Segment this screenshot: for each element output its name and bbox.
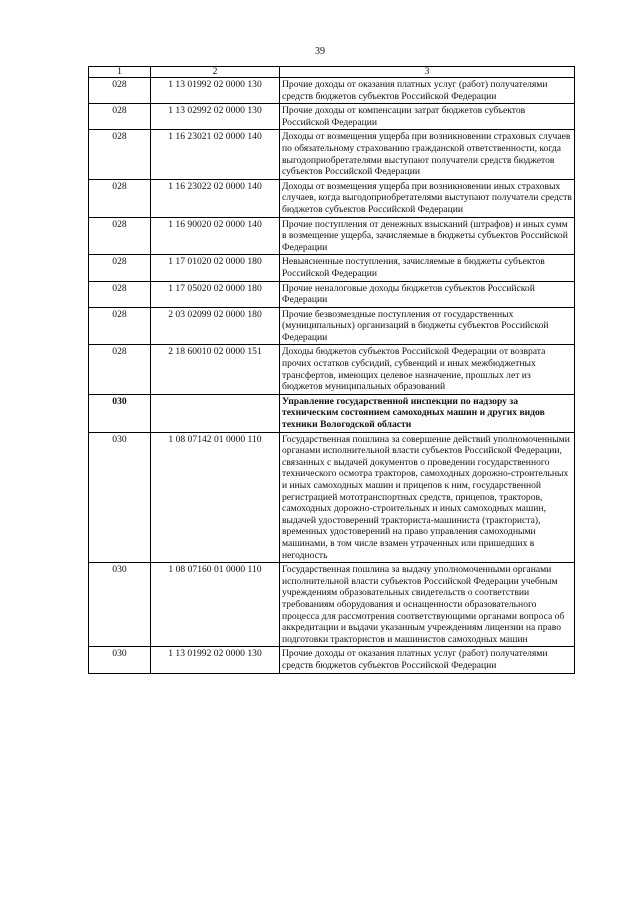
description-cell: Прочие неналоговые доходы бюджетов субъектов Российской Федерации: [280, 281, 575, 307]
table-row: [89, 432, 575, 563]
section-header-row: [89, 394, 575, 432]
table-row: [89, 345, 575, 394]
table-row: [89, 307, 575, 345]
description-cell: Прочие доходы от компенсации затрат бюджетов субъектов Российской Федерации: [280, 104, 575, 130]
admin-code-cell: 028: [89, 345, 151, 394]
description-cell: Прочие доходы от оказания платных услуг (работ) получателями средств бюджетов субъектов Российской Федерации: [280, 647, 575, 673]
revenue-code-cell: 1 16 23022 02 0000 140: [151, 179, 280, 217]
revenue-code-cell: 1 08 07160 01 0000 110: [151, 563, 280, 647]
revenue-codes-table: [88, 66, 575, 674]
admin-code-cell: 028: [89, 217, 151, 255]
table-row: [89, 78, 575, 104]
revenue-code-cell: 1 13 01992 02 0000 130: [151, 647, 280, 673]
admin-code-cell: 030: [89, 647, 151, 673]
table-row: [89, 563, 575, 647]
table-row: [89, 104, 575, 130]
header-col-1: 1: [89, 67, 151, 78]
admin-code-cell: 028: [89, 104, 151, 130]
description-cell: Прочие поступления от денежных взысканий (штрафов) и иных сумм в возмещение ущерба, зачисляемые в бюджеты субъектов Российской Федерации: [280, 217, 575, 255]
admin-code-cell: 030: [89, 394, 151, 432]
admin-code-cell: 028: [89, 78, 151, 104]
revenue-code-cell: 2 03 02099 02 0000 180: [151, 307, 280, 345]
admin-code-cell: 028: [89, 281, 151, 307]
description-cell: Государственная пошлина за совершение действий уполномоченными органами исполнительной власти субъектов Российской Федерации, связанных с выдачей документов о проведении государственного технического осмотра тракторов, самоходных дорожно-строительных и иных самоходных машин и прицепов к ним, государственной регистрацией мототранспортных средств, прицепов, тракторов, самоходных дорожно-строительных и иных самоходных машин, выдачей удостоверений тракториста-машиниста (тракториста), временных удостоверений на право управления самоходными машинами, в том числе взамен утраченных или пришедших в негодность: [280, 432, 575, 563]
admin-code-cell: 028: [89, 307, 151, 345]
revenue-code-cell: 2 18 60010 02 0000 151: [151, 345, 280, 394]
description-cell: Доходы бюджетов субъектов Российской Федерации от возврата прочих остатков субсидий, субвенций и иных межбюджетных трансфертов, имеющих целевое назначение, прошлых лет из бюджетов муниципальных образований: [280, 345, 575, 394]
revenue-code-cell: 1 16 90020 02 0000 140: [151, 217, 280, 255]
header-col-2: 2: [151, 67, 280, 78]
admin-code-cell: 028: [89, 255, 151, 281]
revenue-code-cell: 1 08 07142 01 0000 110: [151, 432, 280, 563]
admin-code-cell: 028: [89, 130, 151, 179]
revenue-code-cell: 1 17 05020 02 0000 180: [151, 281, 280, 307]
revenue-code-cell: 1 13 02992 02 0000 130: [151, 104, 280, 130]
admin-code-cell: 030: [89, 432, 151, 563]
revenue-code-cell: 1 17 01020 02 0000 180: [151, 255, 280, 281]
table-row: [89, 130, 575, 179]
description-cell: Прочие доходы от оказания платных услуг (работ) получателями средств бюджетов субъектов Российской Федерации: [280, 78, 575, 104]
description-cell: Прочие безвозмездные поступления от государственных (муниципальных) организаций в бюджеты субъектов Российской Федерации: [280, 307, 575, 345]
page-number: 39: [315, 46, 325, 57]
table-row: [89, 179, 575, 217]
header-col-3: 3: [280, 67, 575, 78]
admin-code-cell: 030: [89, 563, 151, 647]
table-header-row: [89, 67, 575, 78]
administrator-name-cell: Управление государственной инспекции по надзору за техническим состоянием самоходных машин и других видов техники Вологодской области: [280, 394, 575, 432]
description-cell: Государственная пошлина за выдачу уполномоченными органами исполнительной власти субъектов Российской Федерации учебным учреждениям образовательных свидетельств о соответствии требованиям оборудования и оснащенности образовательного процесса для рассмотрения соответствующими органами вопроса об аккредитации и выдачи указанным учреждениям лицензии на право подготовки трактористов и машинистов самоходных машин: [280, 563, 575, 647]
description-cell: Невыясненные поступления, зачисляемые в бюджеты субъектов Российской Федерации: [280, 255, 575, 281]
description-cell: Доходы от возмещения ущерба при возникновении иных страховых случаев, когда выгодоприобретателями выступают получатели средств бюджетов субъектов Российской Федерации: [280, 179, 575, 217]
table-row: [89, 255, 575, 281]
table-row: [89, 217, 575, 255]
description-cell: Доходы от возмещения ущерба при возникновении страховых случаев по обязательному страхованию гражданской ответственности, когда выгодоприобретателями выступают получатели средств бюджетов субъектов Российской Федерации: [280, 130, 575, 179]
revenue-code-cell: [151, 394, 280, 432]
revenue-code-cell: 1 13 01992 02 0000 130: [151, 78, 280, 104]
admin-code-cell: 028: [89, 179, 151, 217]
table-row: [89, 281, 575, 307]
revenue-code-cell: 1 16 23021 02 0000 140: [151, 130, 280, 179]
table-row: [89, 647, 575, 673]
